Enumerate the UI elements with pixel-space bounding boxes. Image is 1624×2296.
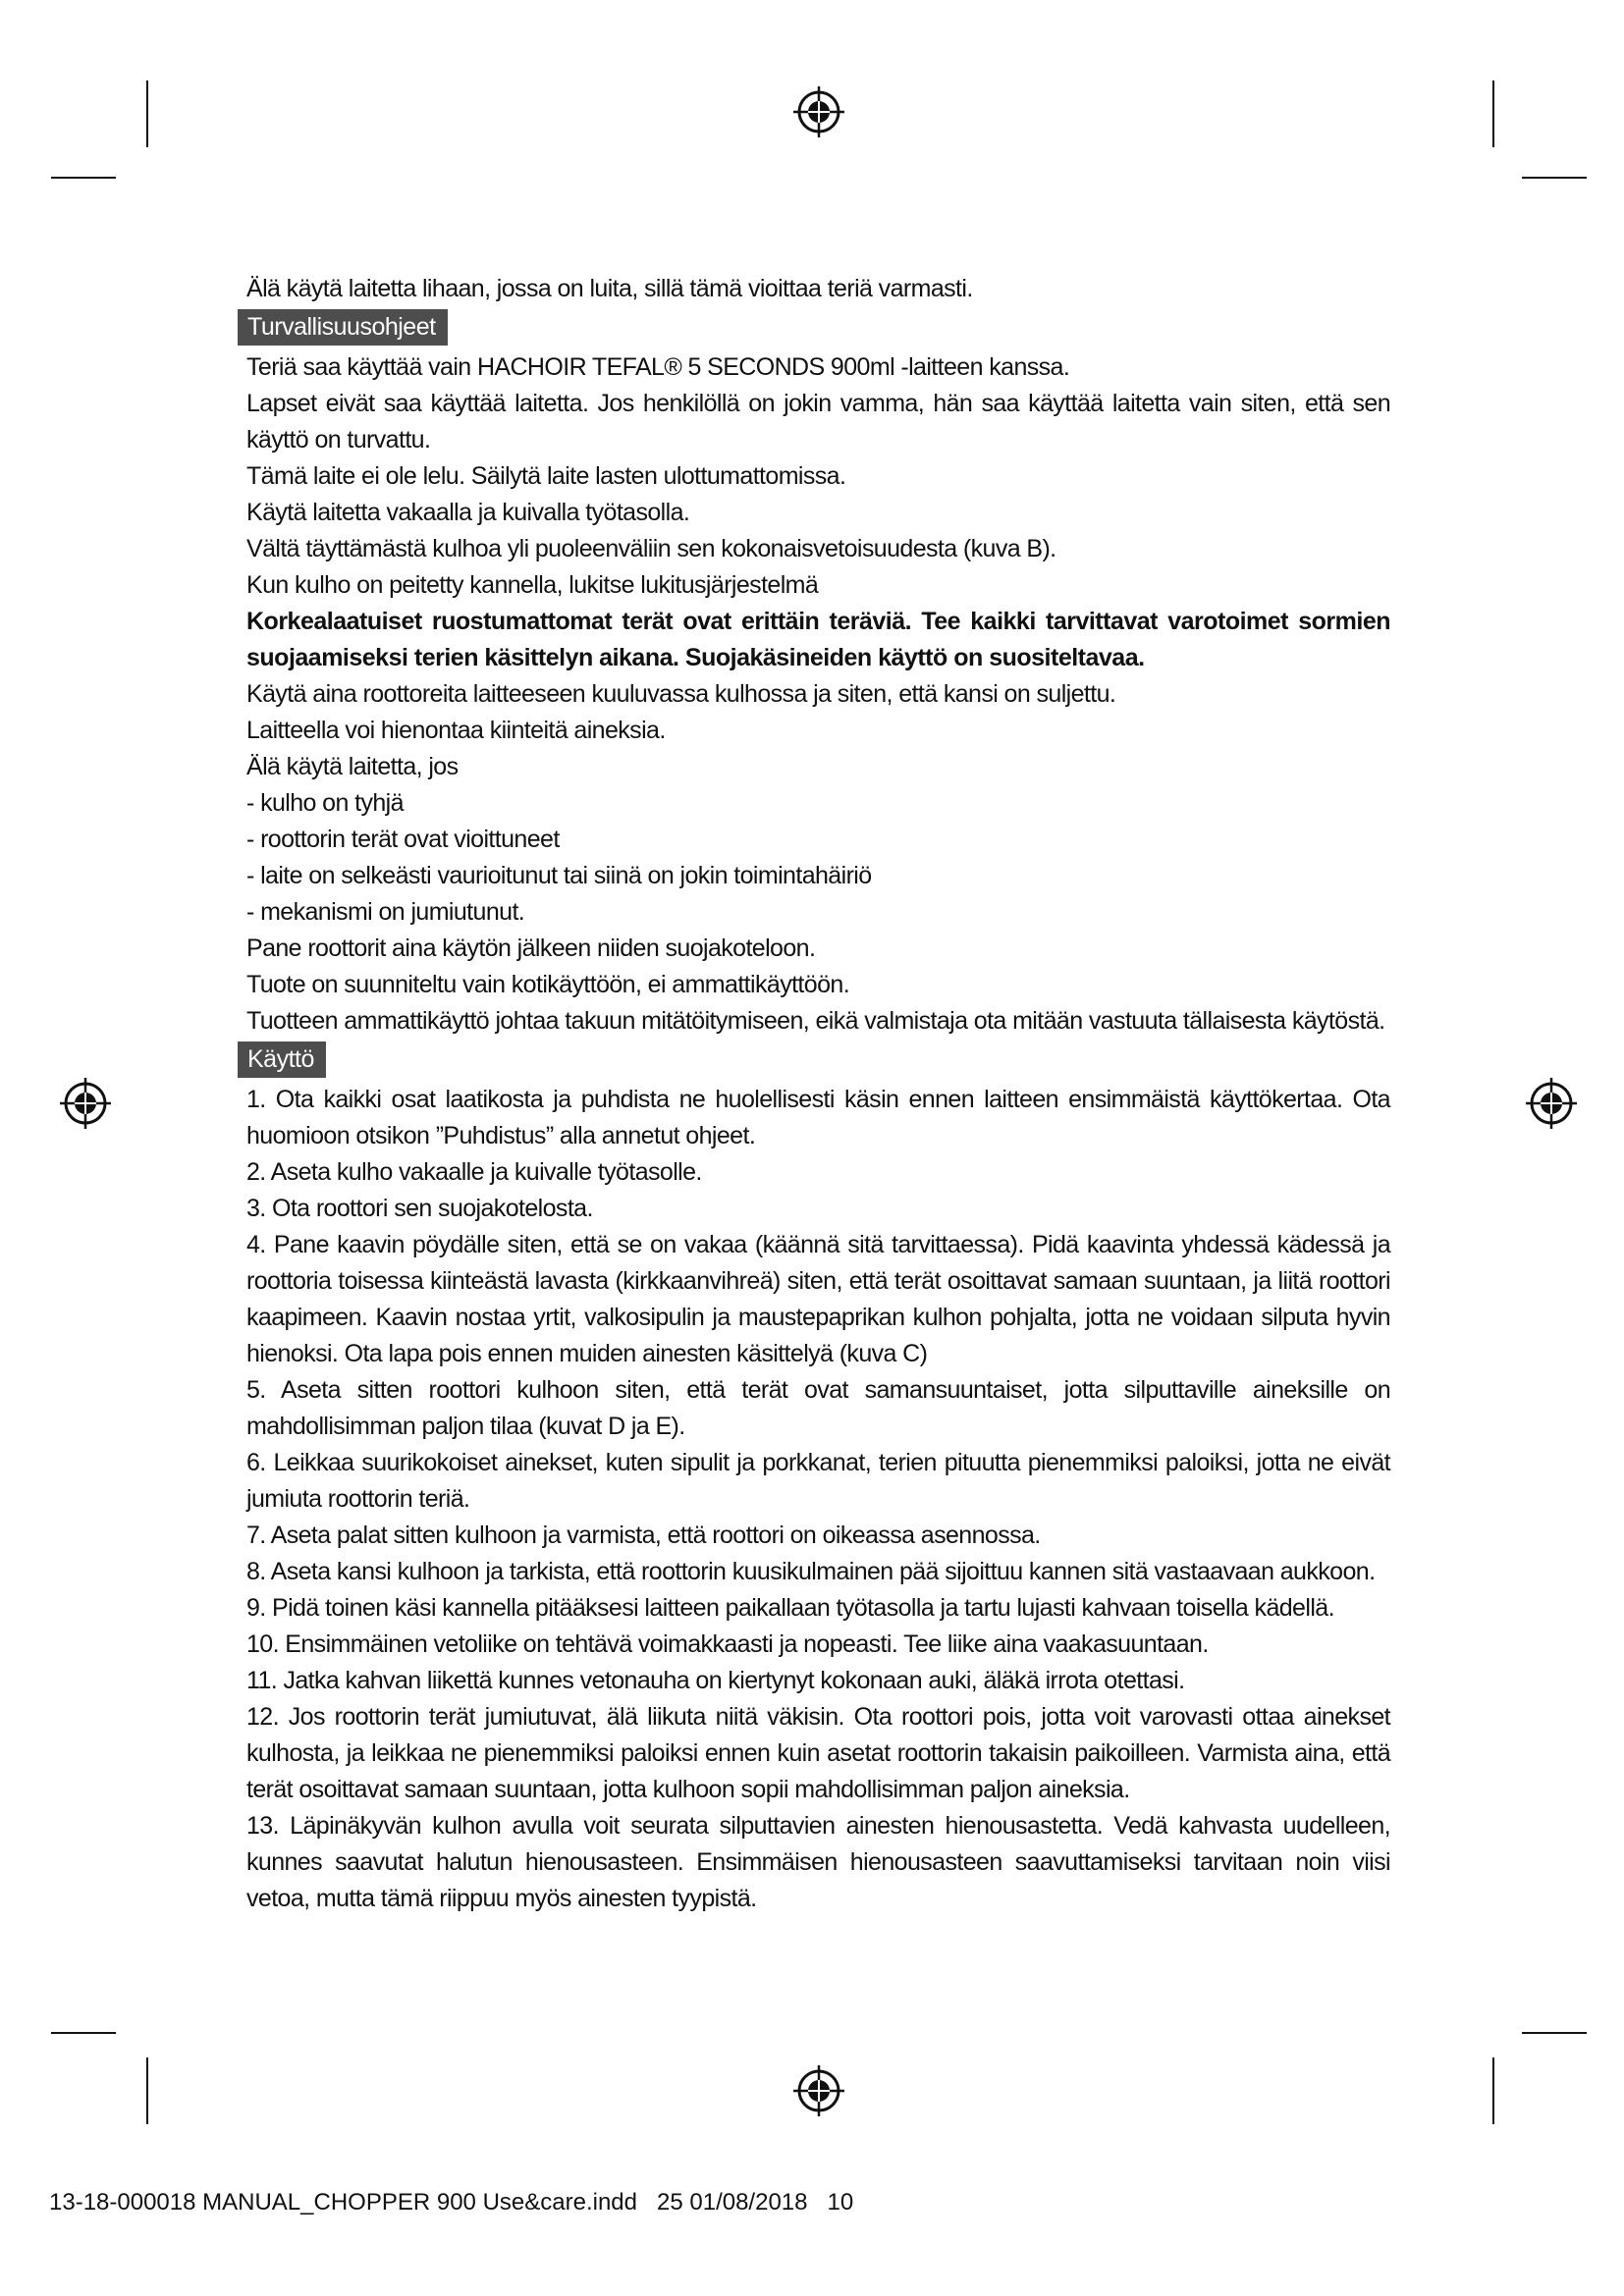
crop-mark	[51, 2032, 116, 2034]
usage-step: 2. Aseta kulho vakaalle ja kuivalle työtasolle.	[246, 1158, 702, 1186]
usage-step: 4. Pane kaavin pöydälle siten, että se on vakaa (käännä sitä tarvittaessa). Pidä kaavinta yhdessä kädessä ja roottoria toisessa kiinteästä lavasta (kirkkaanvihreä) siten, että terät osoittavat samaan suuntaan, ja liitä roottori kaapimeen. Kaavin nostaa yrtit, valkosipulin ja maustepaprikan kulhon pohjalta, jotta ne voidaan silputa hyvin hienoksi. Ota lapa pois ennen muiden ainesten käsittelyä (kuva C)	[246, 1231, 1390, 1367]
paragraph: Vältä täyttämästä kulhoa yli puoleenväliin sen kokonaisvetoisuudesta (kuva B).	[246, 535, 1056, 562]
paragraph: Älä käytä laitetta, jos	[246, 753, 459, 780]
document-body	[246, 271, 1390, 1917]
paragraph: Käytä aina roottoreita laitteeseen kuuluvassa kulhossa ja siten, että kansi on suljettu.	[246, 680, 1116, 708]
usage-step: 3. Ota roottori sen suojakotelosta.	[246, 1195, 593, 1222]
usage-step: 10. Ensimmäinen vetoliike on tehtävä voimakkaasti ja nopeasti. Tee liike aina vaakasuuntaan.	[246, 1630, 1209, 1658]
crop-mark	[1492, 80, 1494, 147]
paragraph: Tämä laite ei ole lelu. Säilytä laite lasten ulottumattomissa.	[246, 462, 846, 490]
usage-step: 5. Aseta sitten roottori kulhoon siten, että terät ovat samansuuntaiset, jotta silputtaville aineksille on mahdollisimman paljon tilaa (kuvat D ja E).	[246, 1376, 1390, 1440]
paragraph: Tuotteen ammattikäyttö johtaa takuun mitätöitymiseen, eikä valmistaja ota mitään vastuuta tällaisesta käytöstä.	[246, 1007, 1385, 1035]
registration-mark-icon	[1524, 1076, 1579, 1131]
usage-step: 12. Jos roottorin terät jumiutuvat, älä liikuta niitä väkisin. Ota roottori pois, jotta voit varovasti ottaa ainekset kulhosta, ja leikkaa ne pienemmiksi paloiksi ennen kuin asetat roottorin takaisin paikoilleen. Varmista aina, että terät osoittavat samaan suuntaan, jotta kulhoon sopii mahdollisimman paljon aineksia.	[246, 1703, 1390, 1803]
slug-page: 25	[657, 2189, 683, 2216]
warning-paragraph: Korkealaatuiset ruostumattomat terät ovat erittäin teräviä. Tee kaikki tarvittavat varotoimet sormien suojaamiseksi terien käsittelyn aikana. Suojakäsineiden käyttö on suositeltavaa.	[246, 608, 1390, 671]
slug-date: 01/08/2018	[689, 2189, 808, 2216]
slug-time: 10	[827, 2189, 854, 2216]
printer-slug	[49, 2189, 853, 2216]
paragraph: Tuote on suunniteltu vain kotikäyttöön, ei ammattikäyttöön.	[246, 971, 850, 998]
usage-step: 11. Jatka kahvan liikettä kunnes vetonauha on kiertynyt kokonaan auki, äläkä irrota otettasi.	[246, 1667, 1185, 1694]
list-item: - kulho on tyhjä	[246, 789, 404, 817]
paragraph: Teriä saa käyttää vain HACHOIR TEFAL® 5 SECONDS 900ml -laitteen kanssa.	[246, 353, 1070, 381]
paragraph: Lapset eivät saa käyttää laitetta. Jos henkilöllä on jokin vamma, hän saa käyttää laitetta vain siten, että sen käyttö on turvattu.	[246, 390, 1390, 454]
usage-step: 13. Läpinäkyvän kulhon avulla voit seurata silputtavien ainesten hienousastetta. Vedä kahvasta uudelleen, kunnes saavutat halutun hienousasteen. Ensimmäisen hienousasteen saavuttamiseksi tarvitaan noin viisi vetoa, mutta tämä riippuu myös ainesten tyypistä.	[246, 1812, 1390, 1912]
usage-step: 9. Pidä toinen käsi kannella pitääksesi laitteen paikallaan työtasolla ja tartu lujasti kahvaan toisella kädellä.	[246, 1594, 1334, 1622]
registration-mark-icon	[791, 2063, 846, 2118]
list-item: - mekanismi on jumiutunut.	[246, 898, 525, 926]
usage-step: 6. Leikkaa suurikokoiset ainekset, kuten sipulit ja porkkanat, terien pituutta pienemmiksi paloiksi, jotta ne eivät jumiuta roottorin teriä.	[246, 1449, 1390, 1513]
usage-step: 7. Aseta palat sitten kulhoon ja varmista, että roottori on oikeassa asennossa.	[246, 1522, 1041, 1549]
paragraph: Kun kulho on peitetty kannella, lukitse lukitusjärjestelmä	[246, 571, 819, 599]
paragraph: Laitteella voi hienontaa kiinteitä aineksia.	[246, 717, 666, 744]
list-item: - laite on selkeästi vaurioitunut tai siinä on jokin toimintahäiriö	[246, 862, 872, 889]
registration-mark-icon	[58, 1076, 113, 1131]
crop-mark	[1522, 2032, 1587, 2034]
crop-mark	[146, 2057, 148, 2124]
slug-file: 13-18-000018 MANUAL_CHOPPER 900 Use&care.indd	[49, 2189, 637, 2216]
registration-mark-icon	[791, 84, 846, 139]
usage-step: 1. Ota kaikki osat laatikosta ja puhdista ne huolellisesti käsin ennen laitteen ensimmäistä käyttökertaa. Ota huomioon otsikon ”Puhdistus” alla annetut ohjeet.	[246, 1086, 1390, 1149]
paragraph: Pane roottorit aina käytön jälkeen niiden suojakoteloon.	[246, 934, 816, 962]
crop-mark	[1522, 177, 1587, 179]
intro-line: Älä käytä laitetta lihaan, jossa on luita, sillä tämä vioittaa teriä varmasti.	[246, 275, 973, 302]
paragraph: Käytä laitetta vakaalla ja kuivalla työtasolla.	[246, 499, 690, 526]
list-item: - roottorin terät ovat vioittuneet	[246, 826, 560, 853]
crop-mark	[146, 80, 148, 147]
usage-step: 8. Aseta kansi kulhoon ja tarkista, että roottorin kuusikulmainen pää sijoittuu kannen sitä vastaavaan aukkoon.	[246, 1558, 1376, 1585]
section-heading-safety: Turvallisuusohjeet	[238, 309, 448, 346]
section-heading-usage: Käyttö	[238, 1041, 326, 1078]
crop-mark	[51, 177, 116, 179]
crop-mark	[1492, 2057, 1494, 2124]
